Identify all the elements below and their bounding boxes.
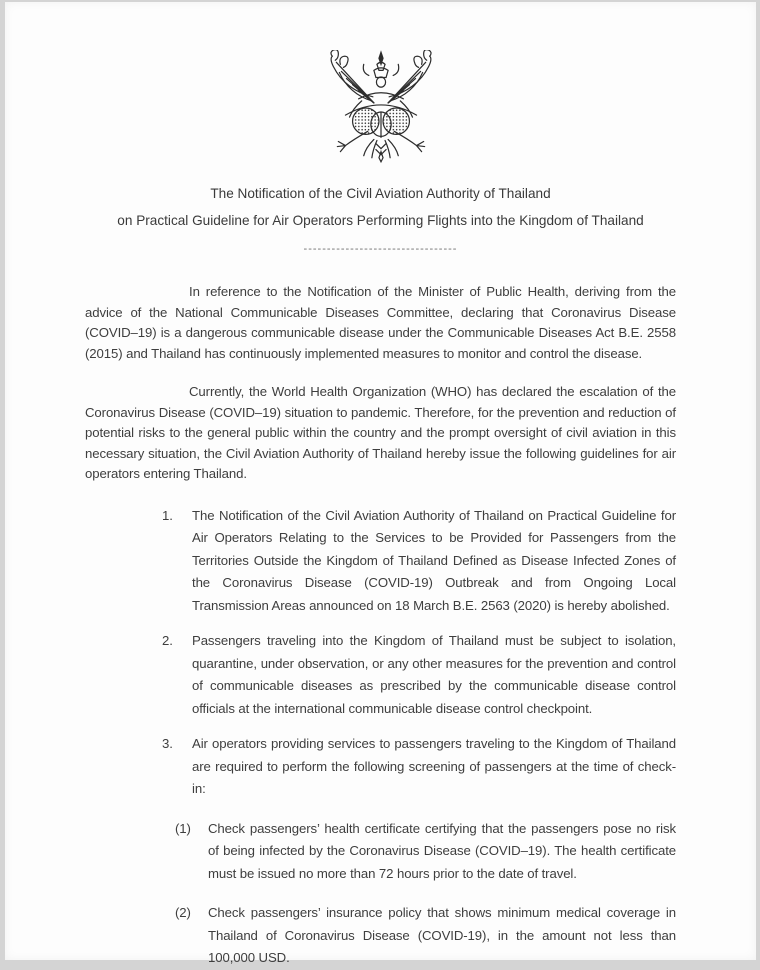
sublist-marker: (2) (175, 905, 191, 920)
title-line-1: The Notification of the Civil Aviation Authority of Thailand (210, 186, 551, 201)
paragraph-2: Currently, the World Health Organization (WHO) has declared the escalation of the Coronavirus Disease (COVID–19) situation to pandemic. Therefore, for the prevention and reduction of potential risks to the general public within the country and the prompt oversight of civil aviation in this necessary situation, the Civil Aviation Authority of Thailand hereby issue the following guidelines for air operators entering Thailand. (85, 384, 676, 481)
garuda-emblem-icon (315, 50, 447, 168)
list-marker: 2. (162, 633, 173, 648)
list-marker: 1. (162, 507, 173, 523)
sublist-item-text: Check passengers’ insurance policy that shows minimum medical coverage in Thailand of Coronavirus Disease (COVID-19), in the amount not less than 100,000 USD. (208, 905, 676, 965)
dashed-separator: --------------------------------- (303, 243, 458, 255)
sublist-marker: (1) (175, 820, 191, 836)
list-item-2 (162, 630, 676, 720)
list-item-text: Air operators providing services to passengers traveling to the Kingdom of Thailand are required to perform the following screening of passengers at the time of check-in: (192, 736, 676, 796)
document-title (85, 180, 676, 234)
list-item-text: Passengers traveling into the Kingdom of Thailand must be subject to isolation, quarantine, under observation, or any other measures for the prevention and control of communicable diseases as prescribed by the communicable disease control officials at the international communicable disease control checkpoint. (192, 633, 676, 716)
list-item-3 (162, 733, 676, 801)
paragraph-1: In reference to the Notification of the Minister of Public Health, deriving from the advice of the National Communicable Diseases Committee, declaring that Coronavirus Disease (COVID–19) is a dangerous communicable disease under the Communicable Diseases Act B.E. 2558 (2015) and Thailand has continuously implemented measures to monitor and control the disease. (85, 284, 676, 361)
list-item-text: The Notification of the Civil Aviation Authority of Thailand on Practical Guideline for Air Operators Relating to the Services to be Provided for Passengers from the Territories Outside the Kingdom of Thailand Defined as Disease Infected Zones of the Coronavirus Disease (COVID-19) Outbreak and from Ongoing Local Transmission Areas announced on 18 March B.E. 2563 (2020) is hereby abolished. (192, 507, 676, 613)
numbered-list (85, 505, 676, 970)
document-page (5, 2, 756, 965)
sublist-item-1 (175, 818, 676, 886)
list-item-1 (162, 505, 676, 618)
document-body (85, 282, 676, 970)
sublist-item-2 (175, 902, 676, 970)
title-line-2: on Practical Guideline for Air Operators Performing Flights into the Kingdom of Thailand (117, 213, 644, 228)
sublist-item-text: Check passengers’ health certificate certifying that the passengers pose no risk of being infected by the Coronavirus Disease (COVID–19). The health certificate must be issued no more than 72 hours prior to the date of travel. (208, 820, 676, 881)
list-marker: 3. (162, 736, 173, 751)
